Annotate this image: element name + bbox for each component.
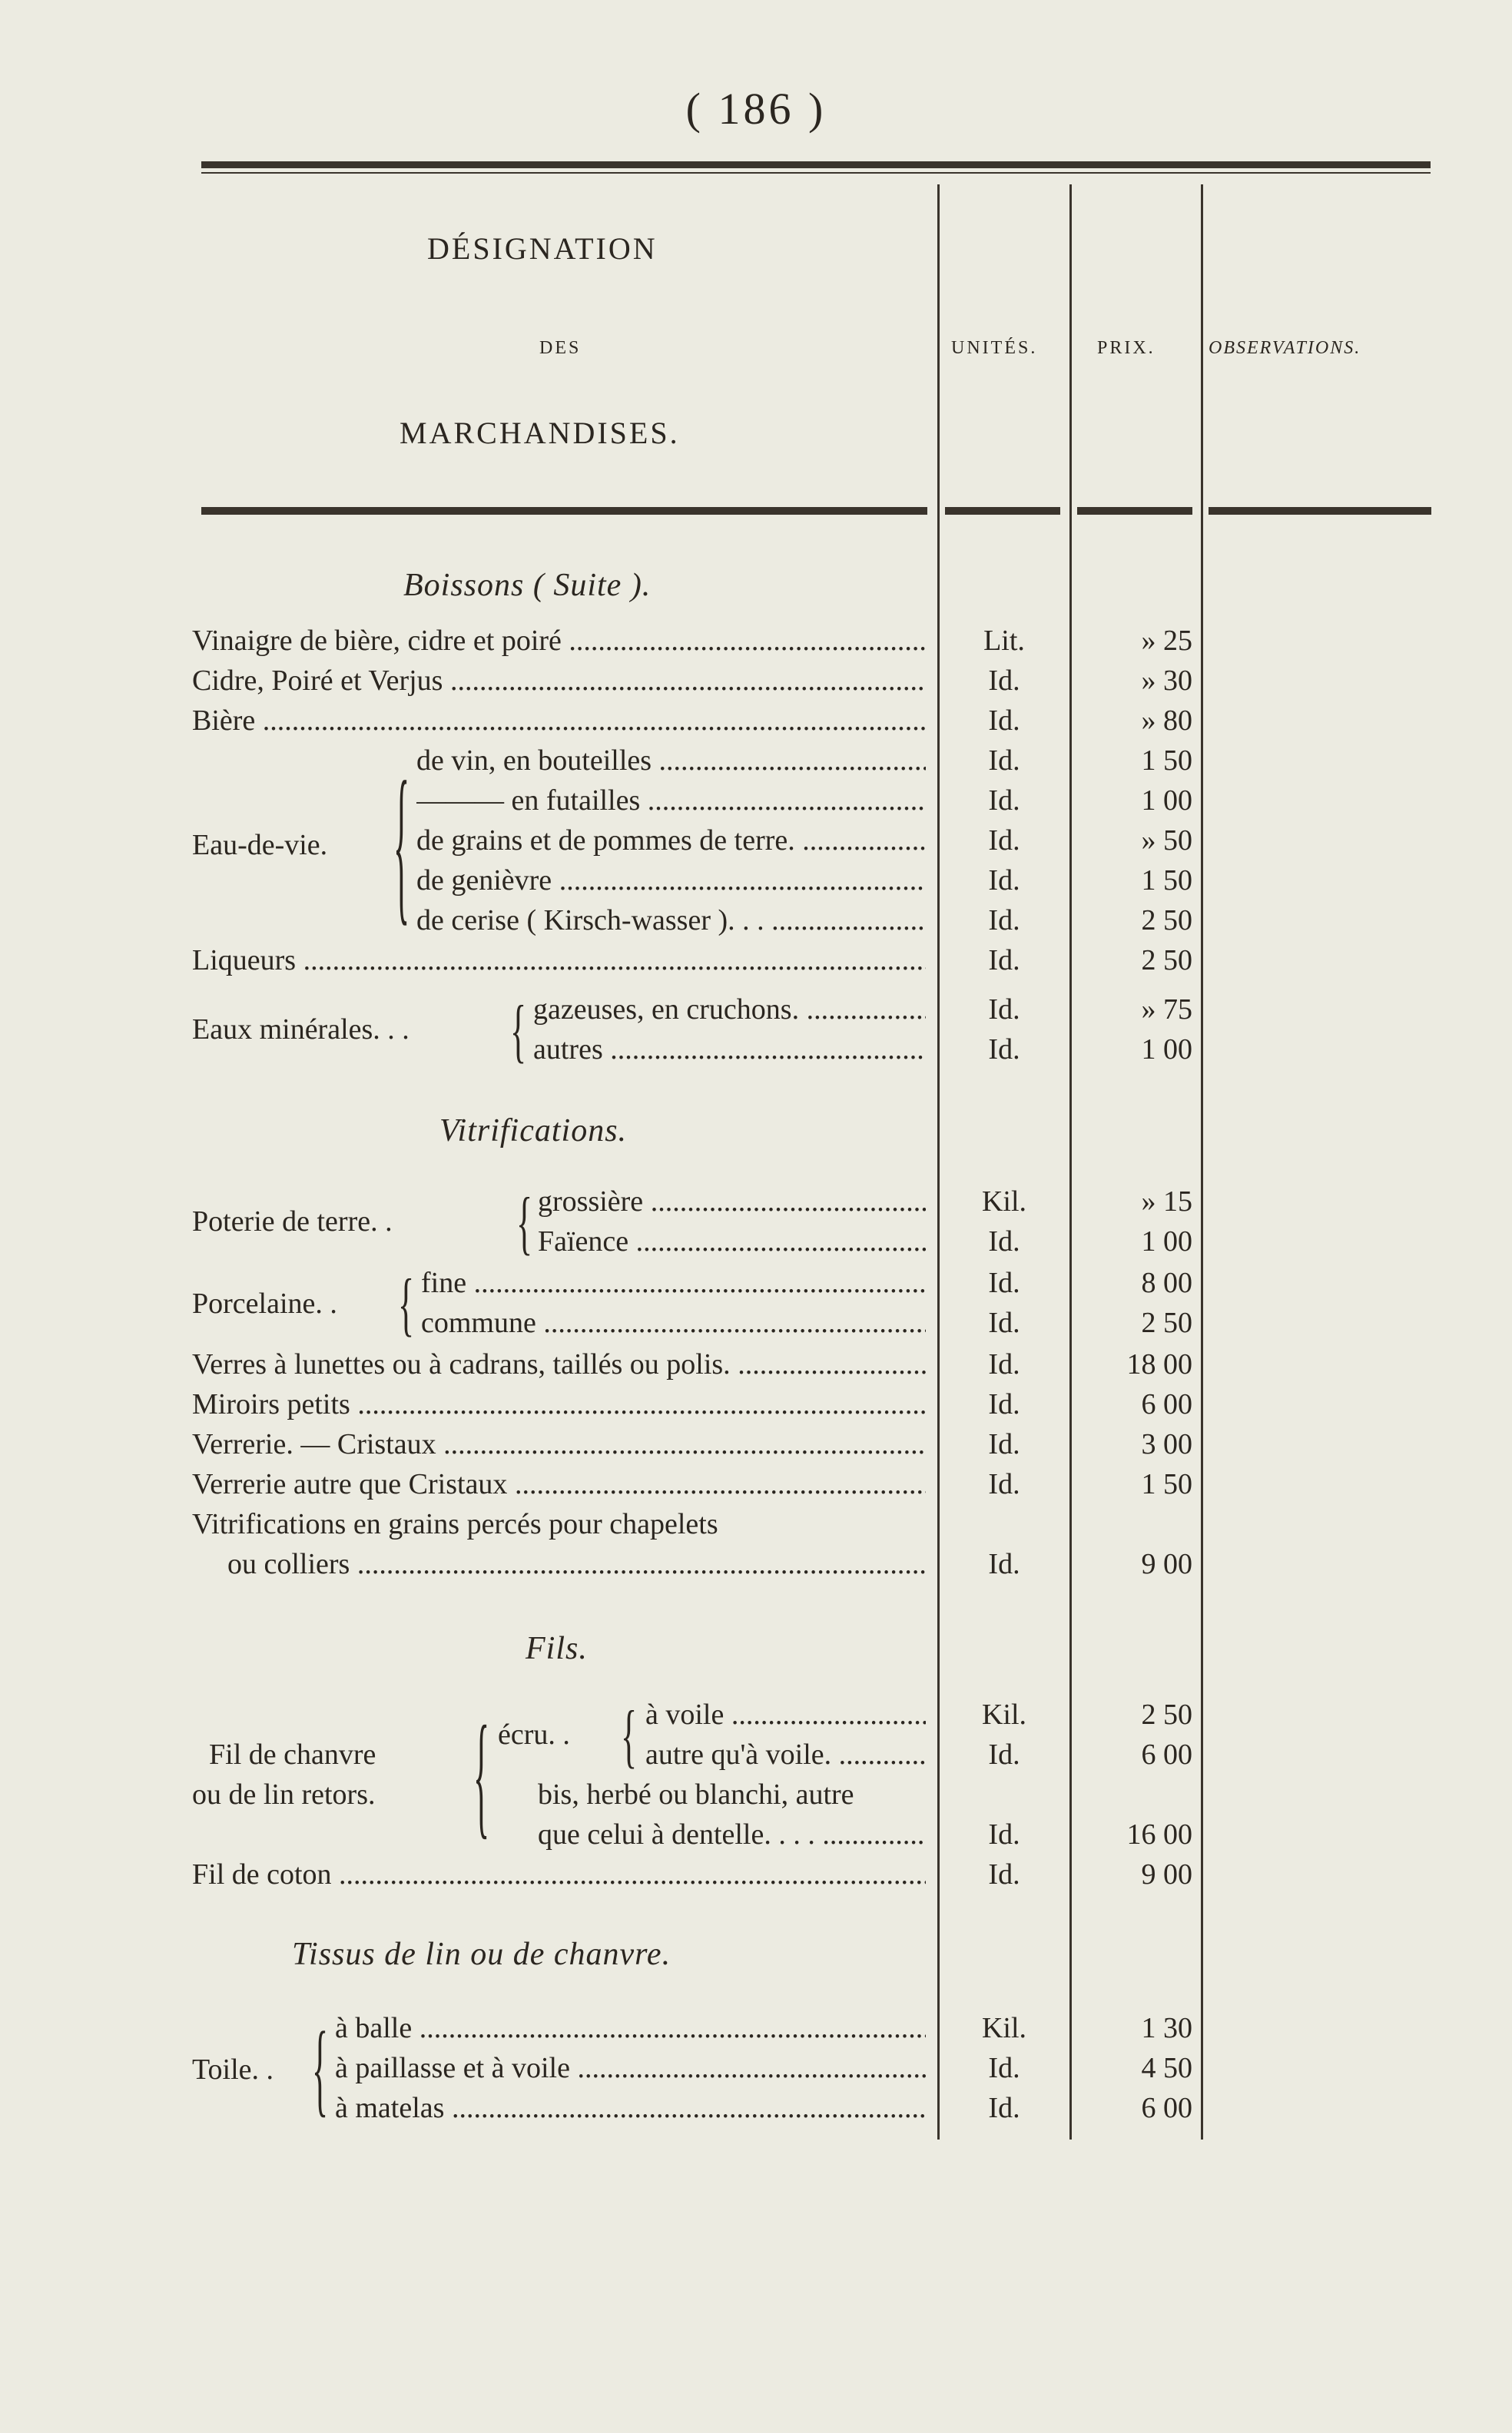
row-unit: Id.: [988, 904, 1020, 936]
row-label: Fil de coton .....: [192, 1855, 926, 1894]
row-unit: Id.: [988, 1468, 1020, 1500]
brace-ecru: {: [621, 1696, 638, 1775]
brace-poterie: {: [516, 1183, 533, 1262]
header-observations: OBSERVATIONS.: [1209, 338, 1361, 358]
row-price: » 30: [1141, 665, 1192, 697]
group-fil-chanvre-2: ou de lin retors.: [192, 1778, 376, 1811]
brace-porcelaine: {: [398, 1265, 415, 1344]
row-price: 4 50: [1141, 2052, 1192, 2084]
row-label: à voile .....: [645, 1695, 926, 1735]
row-unit: Kil.: [981, 2012, 1027, 2044]
row-unit: Id.: [988, 744, 1020, 777]
row-label: Vinaigre de bière, cidre et poiré .....: [192, 621, 926, 661]
group-eau-de-vie: Eau-de-vie.: [192, 829, 328, 861]
column-divider-1: [937, 184, 940, 2140]
row-price: 2 50: [1141, 944, 1192, 976]
header-unites: UNITÉS.: [951, 338, 1038, 358]
row-price: » 15: [1141, 1185, 1192, 1218]
row-price: 9 00: [1141, 1858, 1192, 1891]
row-label: fine .....: [421, 1263, 926, 1303]
row-unit: Id.: [988, 1033, 1020, 1066]
row-price: 6 00: [1141, 1739, 1192, 1771]
row-label: de vin, en bouteilles .....: [416, 741, 926, 781]
group-fil-chanvre-1: Fil de chanvre: [209, 1739, 376, 1771]
row-price: » 80: [1141, 704, 1192, 737]
row-price: » 50: [1141, 824, 1192, 857]
row-unit: Id.: [988, 1307, 1020, 1339]
row-price: 2 50: [1141, 1307, 1192, 1339]
row-price: 16 00: [1126, 1818, 1192, 1851]
row-label: que celui à dentelle. . . . .....: [538, 1815, 926, 1855]
row-price: 9 00: [1141, 1548, 1192, 1580]
row-unit: Id.: [988, 824, 1020, 857]
row-unit: Kil.: [981, 1185, 1027, 1218]
brace-fil-chanvre: {: [473, 1698, 490, 1852]
brace-eau-de-vie: {: [393, 746, 410, 942]
row-label: de cerise ( Kirsch-wasser ). . . .....: [416, 900, 926, 940]
header-rule-3: [1077, 507, 1192, 515]
row-unit: Id.: [988, 1428, 1020, 1460]
row-price: 3 00: [1141, 1428, 1192, 1460]
row-unit: Id.: [988, 1858, 1020, 1891]
header-designation: DÉSIGNATION: [427, 231, 658, 266]
row-unit: Id.: [988, 1348, 1020, 1381]
row-price: 1 30: [1141, 2012, 1192, 2044]
section-vitrifications: Vitrifications.: [439, 1113, 628, 1149]
row-label: de genièvre .....: [416, 860, 926, 900]
row-price: 1 00: [1141, 1225, 1192, 1258]
row-label: à matelas .....: [335, 2088, 926, 2128]
row-unit: Id.: [988, 1739, 1020, 1771]
header-rule-1: [201, 507, 927, 515]
column-divider-3: [1201, 184, 1203, 2140]
row-label: grossière .....: [538, 1182, 926, 1221]
row-price: » 25: [1141, 625, 1192, 657]
section-tissus: Tissus de lin ou de chanvre.: [292, 1937, 671, 1972]
row-label: Vitrifications en grains percés pour chapelets: [192, 1508, 718, 1540]
row-price: » 75: [1141, 993, 1192, 1026]
row-label: Miroirs petits .....: [192, 1384, 926, 1424]
row-unit: Kil.: [981, 1699, 1027, 1731]
page-number: ( 186 ): [685, 84, 827, 134]
group-toile: Toile. .: [192, 2053, 274, 2086]
header-marchandises: MARCHANDISES.: [400, 416, 680, 450]
row-unit: Id.: [988, 944, 1020, 976]
row-label: de grains et de pommes de terre. .....: [416, 820, 926, 860]
row-label: Liqueurs .....: [192, 940, 926, 980]
row-label: gazeuses, en cruchons. .....: [533, 989, 926, 1029]
group-porcelaine: Porcelaine. .: [192, 1288, 337, 1320]
row-label: Verres à lunettes ou à cadrans, taillés ou polis. .....: [192, 1344, 926, 1384]
group-eaux-minerales: Eaux minérales. . .: [192, 1013, 410, 1046]
row-label: à balle .....: [335, 2008, 926, 2048]
row-unit: Id.: [988, 864, 1020, 897]
row-label: autres .....: [533, 1029, 926, 1069]
row-price: 1 00: [1141, 784, 1192, 817]
row-unit: Id.: [988, 2092, 1020, 2124]
row-unit: Id.: [988, 784, 1020, 817]
top-rule: [201, 161, 1431, 168]
row-price: 1 50: [1141, 864, 1192, 897]
brace-eaux-minerales: {: [510, 991, 527, 1070]
row-label: ——— en futailles .....: [416, 781, 926, 820]
row-label: Faïence .....: [538, 1221, 926, 1261]
row-price: 6 00: [1141, 1388, 1192, 1420]
row-price: 2 50: [1141, 904, 1192, 936]
row-label: ou colliers .....: [227, 1544, 926, 1584]
brace-toile: {: [312, 2010, 329, 2127]
section-fils: Fils.: [526, 1631, 588, 1666]
row-label: autre qu'à voile. .....: [645, 1735, 926, 1775]
row-unit: Id.: [988, 1225, 1020, 1258]
row-unit: Id.: [988, 1548, 1020, 1580]
row-label: Verrerie autre que Cristaux .....: [192, 1464, 926, 1504]
row-unit: Id.: [988, 1388, 1020, 1420]
header-des: DES: [539, 338, 582, 358]
row-price: 1 50: [1141, 744, 1192, 777]
row-unit: Id.: [988, 993, 1020, 1026]
group-ecru: écru. .: [498, 1719, 570, 1751]
section-boissons: Boissons ( Suite ).: [403, 568, 652, 603]
row-unit: Id.: [988, 665, 1020, 697]
row-label: bis, herbé ou blanchi, autre: [538, 1778, 854, 1811]
row-price: 1 50: [1141, 1468, 1192, 1500]
row-label: à paillasse et à voile .....: [335, 2048, 926, 2088]
row-price: 6 00: [1141, 2092, 1192, 2124]
header-rule-2: [945, 507, 1060, 515]
row-price: 2 50: [1141, 1699, 1192, 1731]
row-unit: Id.: [988, 2052, 1020, 2084]
row-unit: Id.: [988, 1267, 1020, 1299]
row-price: 18 00: [1126, 1348, 1192, 1381]
row-price: 8 00: [1141, 1267, 1192, 1299]
row-label: Verrerie. — Cristaux .....: [192, 1424, 926, 1464]
top-rule-thin: [201, 172, 1431, 174]
row-label: Cidre, Poiré et Verjus .....: [192, 661, 926, 701]
row-unit: Id.: [988, 704, 1020, 737]
group-poterie: Poterie de terre. .: [192, 1205, 393, 1238]
row-unit: Id.: [988, 1818, 1020, 1851]
header-rule-4: [1209, 507, 1431, 515]
header-prix: PRIX.: [1097, 338, 1156, 358]
row-unit: Lit.: [983, 625, 1025, 657]
row-price: 1 00: [1141, 1033, 1192, 1066]
row-label: Bière .....: [192, 701, 926, 741]
row-label: commune .....: [421, 1303, 926, 1343]
